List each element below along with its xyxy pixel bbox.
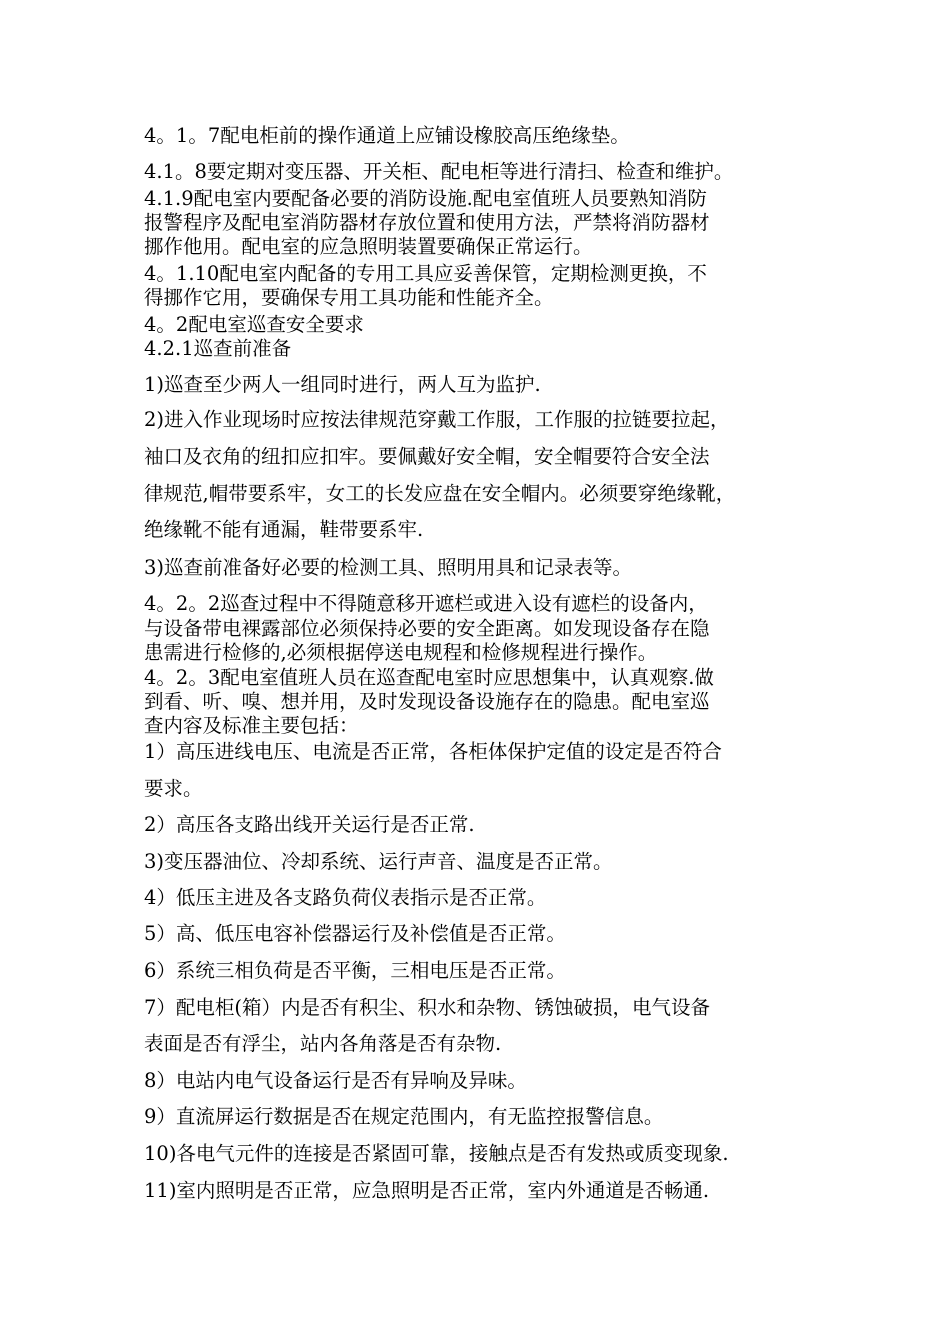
- list-item: 1）高压进线电压、电流是否正常，各柜体保护定值的设定是否符合: [144, 740, 722, 763]
- list-item: 3)巡查前准备好必要的检测工具、照明用具和记录表等。: [144, 556, 633, 579]
- text-line: 4。2。3配电室值班人员在巡查配电室时应思想集中，认真观察.做: [144, 666, 714, 689]
- list-item: 9）直流屏运行数据是否在规定范围内，有无监控报警信息。: [144, 1105, 664, 1128]
- text-line: 与设备带电裸露部位必须保持必要的安全距离。如发现设备存在隐: [144, 617, 710, 640]
- text-line: 报警程序及配电室消防器材存放位置和使用方法，严禁将消防器材: [144, 211, 710, 234]
- text-line: 4。1。7配电柜前的操作通道上应铺设橡胶高压绝缘垫。: [144, 124, 630, 147]
- list-item: 5）高、低压电容补偿器运行及补偿值是否正常。: [144, 922, 566, 945]
- text-line: 4。1.10配电室内配备的专用工具应妥善保管，定期检测更换，不: [144, 262, 707, 285]
- list-item-continuation: 绝缘靴不能有通漏，鞋带要系牢.: [144, 518, 424, 541]
- list-item: 2)进入作业现场时应按法律规范穿戴工作服，工作服的拉链要拉起，: [144, 408, 730, 431]
- text-line: 患需进行检修的,必须根据停送电规程和检修规程进行操作。: [144, 641, 658, 664]
- list-item: 11)室内照明是否正常，应急照明是否正常，室内外通道是否畅通.: [144, 1179, 710, 1202]
- list-item: 1)巡查至少两人一组同时进行，两人互为监护.: [144, 373, 541, 396]
- list-item: 6）系统三相负荷是否平衡，三相电压是否正常。: [144, 959, 566, 982]
- section-heading: 4。2配电室巡查安全要求: [144, 313, 364, 336]
- list-item-continuation: 袖口及衣角的纽扣应扣牢。要佩戴好安全帽，安全帽要符合安全法: [144, 445, 710, 468]
- text-line: 查内容及标准主要包括：: [144, 714, 359, 737]
- list-item-continuation: 表面是否有浮尘，站内各角落是否有杂物.: [144, 1032, 502, 1055]
- text-line: 挪作他用。配电室的应急照明装置要确保正常运行。: [144, 235, 593, 258]
- list-item: 3)变压器油位、冷却系统、运行声音、温度是否正常。: [144, 850, 613, 873]
- text-line: 4.1。8要定期对变压器、开关柜、配电柜等进行清扫、检查和维护。: [144, 160, 734, 183]
- list-item: 8）电站内电气设备运行是否有异响及异味。: [144, 1069, 527, 1092]
- text-line: 4.1.9配电室内要配备必要的消防设施.配电室值班人员要熟知消防: [144, 187, 707, 210]
- text-line: 得挪作它用，要确保专用工具功能和性能齐全。: [144, 286, 554, 309]
- list-item-continuation: 律规范,帽带要系牢，女工的长发应盘在安全帽内。必须要穿绝缘靴，: [144, 482, 736, 505]
- list-item: 4）低压主进及各支路负荷仪表指示是否正常。: [144, 886, 547, 909]
- subsection-heading: 4.2.1巡查前准备: [144, 337, 292, 360]
- text-line: 4。2。2巡查过程中不得随意移开遮栏或进入设有遮栏的设备内，: [144, 592, 708, 615]
- list-item: 7）配电柜(箱）内是否有积尘、积水和杂物、锈蚀破损，电气设备: [144, 996, 711, 1019]
- list-item: 2）高压各支路出线开关运行是否正常.: [144, 813, 475, 836]
- text-line: 到看、听、嗅、想并用，及时发现设备设施存在的隐患。配电室巡: [144, 690, 710, 713]
- list-item: 10)各电气元件的连接是否紧固可靠，接触点是否有发热或质变现象.: [144, 1142, 729, 1165]
- list-item-continuation: 要求。: [144, 777, 203, 800]
